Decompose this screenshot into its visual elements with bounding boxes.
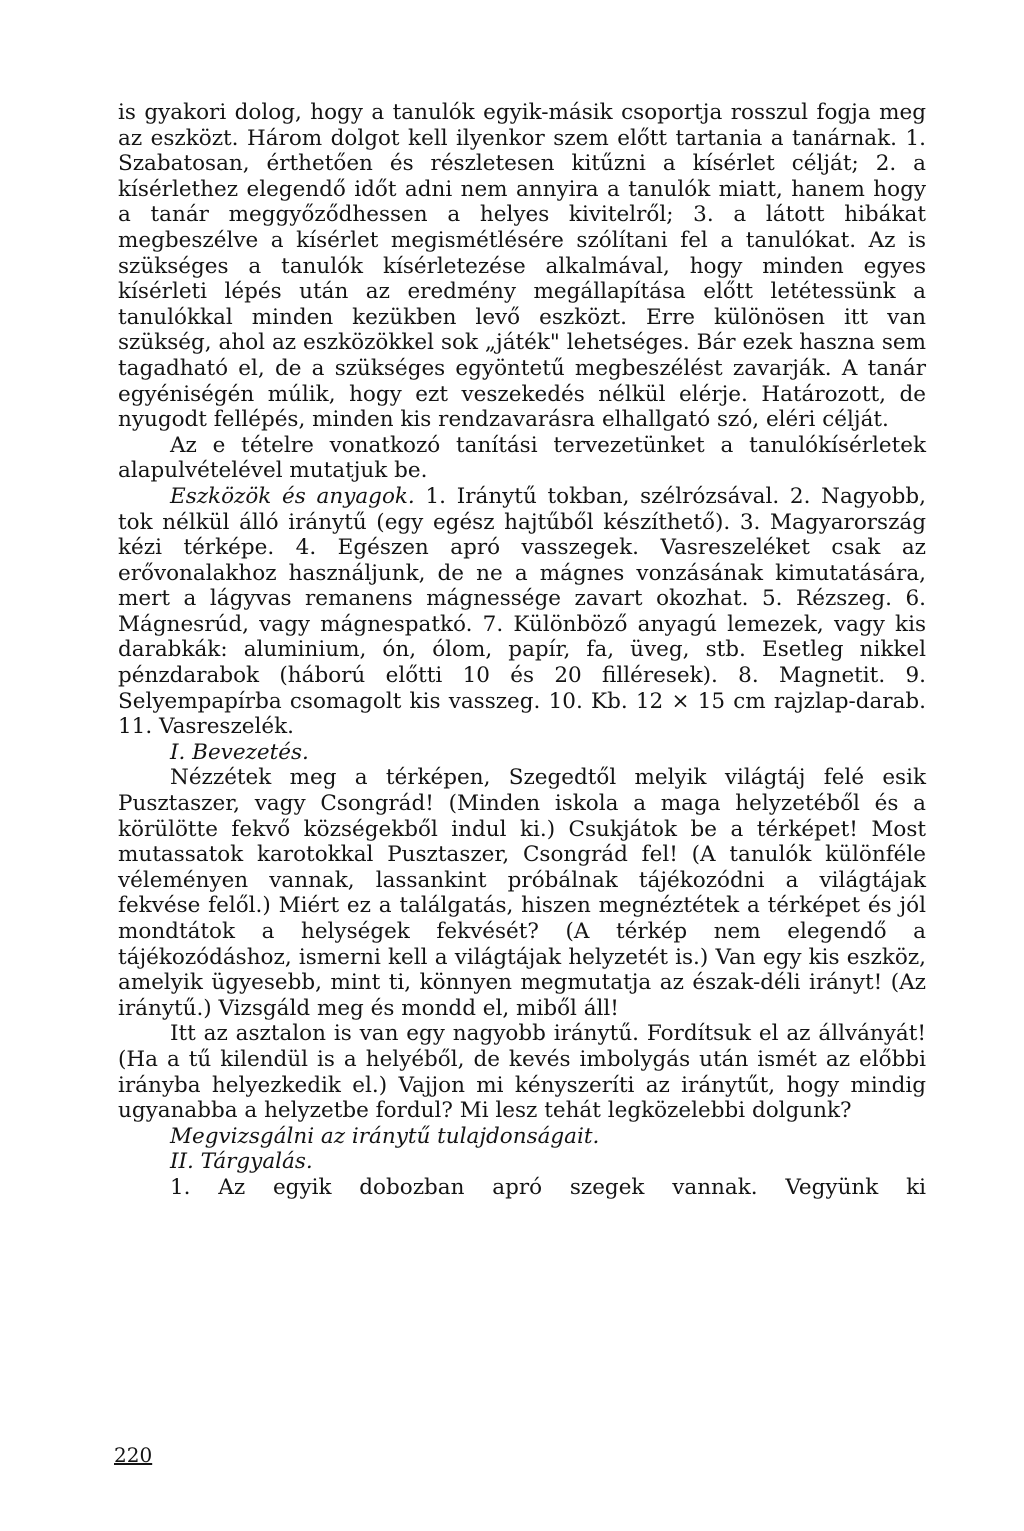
page-number: 220 [114, 1443, 153, 1467]
goal-heading: Megvizsgálni az iránytű tulajdonságait. [170, 1123, 600, 1149]
section-heading-discussion: II. Tárgyalás. [170, 1149, 313, 1175]
paragraph-experiment-guidance: is gyakori dolog, hogy a tanulók egyik-másik csoportja rosszul fogja meg az eszközt. Három dolgot kell ilyenkor szem előtt tartania a tanárnak. 1. Szabatosan, érthetően és részletesen kitűzni a kísérlet célját; 2. a kísérlethez elegendő időt adni nem annyira a tanulók miatt, hanem hogy a tanár meggyőződhessen a helyes kivitelről; 3. a látott hibákat megbeszélve a kísérlet megismétlésére szólítani fel a tanulókat. Az is szükséges a tanulók kísérletezése alkalmával, hogy minden egyes kísérleti lépés után az eredmény megállapítása előtt letétessünk a tanulókkal minden kezükben levő eszközt. Erre különösen itt van szükség, ahol az eszközökkel sok „játék" lehetséges. Bár ezek haszna sem tagadható el, de a szükséges egyöntetű megbeszélést zavarják. A tanár egyéniségén múlik, hogy ezt veszekedés nélkül elérje. Határozott, de nyugodt fellépés, minden kis rendzavarásra elhallgató szó, eléri célját. [118, 100, 926, 433]
tools-list: 1. Iránytű tokban, szélrózsával. 2. Nagyobb, tok nélkül álló iránytű (egy egész hajtűből készíthető). 3. Magyarország kézi térképe. 4. Egészen apró vasszegek. Vasreszeléket csak az erővonalakhoz használjunk, de ne a mágnes vonzásának kimutatására, mert a lágyvas remanens mágnessége zavart okozhat. 5. Rézszeg. 6. Mágnesrúd, vagy mágnespatkó. 7. Különböző anyagú lemezek, vagy kis darabkák: aluminium, ón, ólom, papír, fa, üveg, stb. Esetleg nikkel pénzdarabok (háború előtti 10 és 20 filléresek). 8. Magnetit. 9. Selyempapírba csomagolt kis vasszeg. 10. Kb. 12 × 15 cm rajzlap-darab. 11. Vasreszelék. [118, 483, 926, 740]
document-page [118, 100, 926, 1201]
paragraph-large-compass: Itt az asztalon is van egy nagyobb iránytű. Fordítsuk el az állványát! (Ha a tű kilendül is a helyéből, de kevés imbolygás után ismét az előbbi irányba helyezkedik el.) Vajjon mi kényszeríti az iránytűt, hogy mindig ugyanabba a helyzetbe fordul? Mi lesz tehát legközelebbi dolgunk? [118, 1021, 926, 1124]
paragraph-lesson-plan-intro: Az e tételre vonatkozó tanítási tervezetünket a tanulókísérletek alapulvételével mutatjuk be. [118, 432, 926, 484]
section-heading-introduction: I. Bevezetés. [170, 739, 309, 765]
paragraph-tools-and-materials [118, 484, 926, 740]
tools-heading: Eszközök és anyagok. [170, 483, 415, 509]
paragraph-map-exercise: Nézzétek meg a térképen, Szegedtől melyik világtáj felé esik Pusztaszer, vagy Csongrád! (Minden iskola a maga helyzetéből és a körülötte fekvő községekből indul ki.) Csukjátok be a térképet! Most mutassatok karotokkal Pusztaszer, Csongrád fel! (A tanulók különféle véleményen vannak, lassankint próbálnak tájékozódni a világtájak fekvése felől.) Miért ez a találgatás, hiszen megnéztétek a térképet és jól mondtátok a helységek fekvését? (A térkép nem elegendő a tájékozódáshoz, ismerni kell a világtájak helyzetét is.) Van egy kis eszköz, amelyik ügyesebb, mint ti, könnyen megmutatja az észak-déli irányt! (Az iránytű.) Vizsgáld meg és mondd el, miből áll! [118, 765, 926, 1021]
paragraph-nails-box: 1. Az egyik dobozban apró szegek vannak. Vegyünk ki [170, 1174, 926, 1200]
